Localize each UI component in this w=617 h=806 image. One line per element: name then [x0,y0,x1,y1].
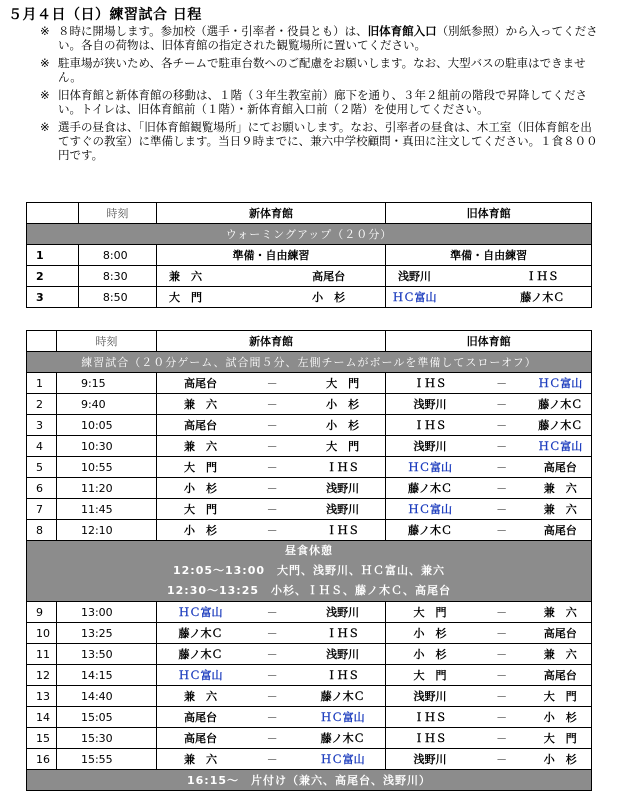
team-b: ＩＨＳ [300,457,386,478]
team-a: 大 門 [386,602,474,623]
header-new-gym: 新体育館 [156,203,386,224]
row-time: 15:05 [56,707,156,728]
row-number: 2 [27,266,79,287]
row-number: 2 [27,394,57,415]
cleanup-row [27,770,592,791]
note-emphasis: 旧体育館入口 [367,24,437,38]
team-b: 兼 六 [530,499,592,520]
match-band [27,352,592,373]
team-a: 藤ノ木Ｃ [386,520,474,541]
table-row [27,749,592,770]
team-a: 高尾台 [156,707,244,728]
team-b: 浅野川 [300,499,386,520]
lunch-line2: 12:30～13:25 小杉、ＩＨＳ、藤ノ木Ｃ、高尾台 [27,581,592,602]
team-b: 藤ノ木Ｃ [300,728,386,749]
vs-dash: － [244,728,300,749]
spacer [443,287,494,308]
row-time: 15:30 [56,728,156,749]
team-b: 藤ノ木Ｃ [300,686,386,707]
row-number: 3 [27,287,79,308]
team-a: 大 門 [156,287,214,308]
row-time: 11:45 [56,499,156,520]
team-a: 浅野川 [386,436,474,457]
team-a: 藤ノ木Ｃ [386,478,474,499]
vs-dash: － [474,602,530,623]
header-new-gym: 新体育館 [156,331,386,352]
spacer [214,287,272,308]
vs-dash: － [474,394,530,415]
team-b: ＨＣ富山 [300,707,386,728]
table-row [27,707,592,728]
vs-dash: － [244,520,300,541]
team-a: 高尾台 [156,373,244,394]
row-time: 9:15 [56,373,156,394]
table-row [27,457,592,478]
row-number: 12 [27,665,57,686]
table-row [27,499,592,520]
warmup-label: ウォーミングアップ（２０分） [27,224,592,245]
table-row [27,436,592,457]
table-row [27,665,592,686]
team-b: 高尾台 [272,266,386,287]
spacer [214,266,272,287]
team-a: 大 門 [156,499,244,520]
vs-dash: － [474,707,530,728]
team-b: ＩＨＳ [494,266,592,287]
header-row [27,331,592,352]
notes-list [40,24,600,166]
vs-dash: － [474,415,530,436]
header-row [27,203,592,224]
spacer [443,266,494,287]
team-b: 高尾台 [530,457,592,478]
team-a: 藤ノ木Ｃ [156,644,244,665]
lunch-row [27,561,592,581]
row-time: 9:40 [56,394,156,415]
row-number: 15 [27,728,57,749]
team-a: 小 杉 [156,478,244,499]
team-b: 浅野川 [300,478,386,499]
team-b: ＩＨＳ [300,520,386,541]
team-a: 高尾台 [156,415,244,436]
team-a: ＩＨＳ [386,373,474,394]
team-b: 高尾台 [530,520,592,541]
note-text: 旧体育館と新体育館の移動は、１階（３年生教室前）廊下を通り、３年２組前の階段で昇降してください。トイレは、旧体育館前（１階）・新体育館入口前（２階）を使用してください。 [58,88,587,116]
team-b: 小 杉 [272,287,386,308]
team-b: 兼 六 [530,602,592,623]
vs-dash: － [244,478,300,499]
team-b: 藤ノ木Ｃ [494,287,592,308]
vs-dash: － [474,644,530,665]
note-mark: ※ [40,56,50,70]
old-gym-activity: 準備・自由練習 [386,245,592,266]
row-time: 14:40 [56,686,156,707]
row-time: 10:05 [56,415,156,436]
team-b: 高尾台 [530,623,592,644]
team-a: 兼 六 [156,394,244,415]
team-b: 小 杉 [300,415,386,436]
vs-dash: － [474,749,530,770]
vs-dash: － [244,749,300,770]
team-a: 浅野川 [386,394,474,415]
team-b: 大 門 [300,373,386,394]
team-b: ＩＨＳ [300,665,386,686]
table-row [27,644,592,665]
team-b: 大 門 [530,686,592,707]
vs-dash: － [474,623,530,644]
header-time: 時刻 [56,331,156,352]
match-table [26,330,592,791]
vs-dash: － [474,728,530,749]
row-number: 1 [27,373,57,394]
vs-dash: － [244,415,300,436]
page-title: ５月４日（日）練習試合 日程 [8,7,202,23]
team-b: 大 門 [300,436,386,457]
team-a: 兼 六 [156,436,244,457]
lunch-row [27,541,592,562]
team-a: 兼 六 [156,266,214,287]
header-old-gym: 旧体育館 [386,203,592,224]
row-number: 1 [27,245,79,266]
row-number: 3 [27,415,57,436]
cleanup-label: 16:15～ 片付け（兼六、高尾台、浅野川） [27,770,592,791]
vs-dash: － [474,686,530,707]
row-number: 14 [27,707,57,728]
vs-dash: － [244,623,300,644]
note-text: ８時に開場します。参加校（選手・引率者・役員とも）は、 [58,24,368,38]
table-row [27,686,592,707]
row-time: 14:15 [56,665,156,686]
team-a: ＩＨＳ [386,707,474,728]
team-b: 浅野川 [300,644,386,665]
note-item [40,88,600,116]
vs-dash: － [244,394,300,415]
row-time: 10:55 [56,457,156,478]
table-row [27,245,592,266]
team-a: 大 門 [386,665,474,686]
table-row [27,287,592,308]
row-time: 8:00 [78,245,156,266]
team-a: 兼 六 [156,686,244,707]
vs-dash: － [474,457,530,478]
team-b: 兼 六 [530,644,592,665]
table-row [27,623,592,644]
team-a: ＨＣ富山 [156,665,244,686]
team-b: 小 杉 [530,707,592,728]
team-a: 小 杉 [386,644,474,665]
team-a: 浅野川 [386,266,443,287]
team-a: ＩＨＳ [386,415,474,436]
row-time: 8:30 [78,266,156,287]
note-text: 選手の昼食は、「旧体育館観覧場所」にてお願いします。なお、引率者の昼食は、木工室（旧体育館を出てすぐの教室）に準備します。当日９時までに、兼六中学校顧問・真田に注文してください。１食８００円です。 [58,120,598,162]
vs-dash: － [244,644,300,665]
row-time: 8:50 [78,287,156,308]
header-blank [27,331,57,352]
warmup-table [26,202,592,308]
row-number: 8 [27,520,57,541]
match-rules-label: 練習試合（２０分ゲーム、試合間５分、左側チームがボールを準備してスローオフ） [27,352,592,373]
team-b: 藤ノ木Ｃ [530,415,592,436]
row-number: 7 [27,499,57,520]
team-b: 大 門 [530,728,592,749]
team-a: 小 杉 [156,520,244,541]
team-a: ＨＣ富山 [386,457,474,478]
note-mark: ※ [40,120,50,134]
lunch-row [27,581,592,602]
team-a: 浅野川 [386,749,474,770]
row-number: 4 [27,436,57,457]
team-b: 高尾台 [530,665,592,686]
note-item [40,120,600,162]
team-b: ＨＣ富山 [530,373,592,394]
row-time: 11:20 [56,478,156,499]
note-text: 駐車場が狭いため、各チームで駐車台数へのご配慮をお願いします。なお、大型バスの駐車はできません。 [58,56,586,84]
vs-dash: － [474,436,530,457]
vs-dash: － [244,373,300,394]
team-b: ＨＣ富山 [530,436,592,457]
row-number: 9 [27,602,57,623]
lunch-line1: 12:05～13:00 大門、浅野川、ＨＣ富山、兼六 [27,561,592,581]
row-number: 16 [27,749,57,770]
team-b: ＨＣ富山 [300,749,386,770]
team-a: 高尾台 [156,728,244,749]
table-row [27,520,592,541]
team-a: ＨＣ富山 [386,287,443,308]
team-b: ＩＨＳ [300,623,386,644]
table-row [27,266,592,287]
table-row [27,478,592,499]
row-time: 13:50 [56,644,156,665]
row-number: 5 [27,457,57,478]
vs-dash: － [474,478,530,499]
note-mark: ※ [40,24,50,38]
row-time: 13:25 [56,623,156,644]
vs-dash: － [244,707,300,728]
table-row [27,373,592,394]
team-b: 小 杉 [530,749,592,770]
vs-dash: － [244,499,300,520]
vs-dash: － [244,686,300,707]
vs-dash: － [244,457,300,478]
row-number: 13 [27,686,57,707]
vs-dash: － [244,665,300,686]
vs-dash: － [474,499,530,520]
team-a: 小 杉 [386,623,474,644]
note-mark: ※ [40,88,50,102]
team-a: 浅野川 [386,686,474,707]
team-b: 藤ノ木Ｃ [530,394,592,415]
header-old-gym: 旧体育館 [386,331,592,352]
note-item [40,56,600,84]
team-a: ＨＣ富山 [386,499,474,520]
new-gym-activity: 準備・自由練習 [156,245,386,266]
row-time: 15:55 [56,749,156,770]
table-row [27,394,592,415]
vs-dash: － [474,373,530,394]
table-row [27,602,592,623]
vs-dash: － [474,520,530,541]
vs-dash: － [244,602,300,623]
table-row [27,415,592,436]
team-b: 兼 六 [530,478,592,499]
team-a: ＩＨＳ [386,728,474,749]
table-row [27,728,592,749]
team-a: ＨＣ富山 [156,602,244,623]
team-a: 大 門 [156,457,244,478]
header-time: 時刻 [78,203,156,224]
team-b: 小 杉 [300,394,386,415]
team-b: 浅野川 [300,602,386,623]
note-text: （別紙参照）から入ってください。各自の荷物は、旧体育館の指定された観覧場所に置いてください。 [58,24,598,52]
team-a: 藤ノ木Ｃ [156,623,244,644]
row-time: 13:00 [56,602,156,623]
lunch-title: 昼食休憩 [27,541,592,562]
row-time: 10:30 [56,436,156,457]
note-item [40,24,600,52]
row-number: 6 [27,478,57,499]
vs-dash: － [244,436,300,457]
row-time: 12:10 [56,520,156,541]
warmup-band [27,224,592,245]
team-a: 兼 六 [156,749,244,770]
row-number: 10 [27,623,57,644]
header-blank [27,203,79,224]
row-number: 11 [27,644,57,665]
vs-dash: － [474,665,530,686]
